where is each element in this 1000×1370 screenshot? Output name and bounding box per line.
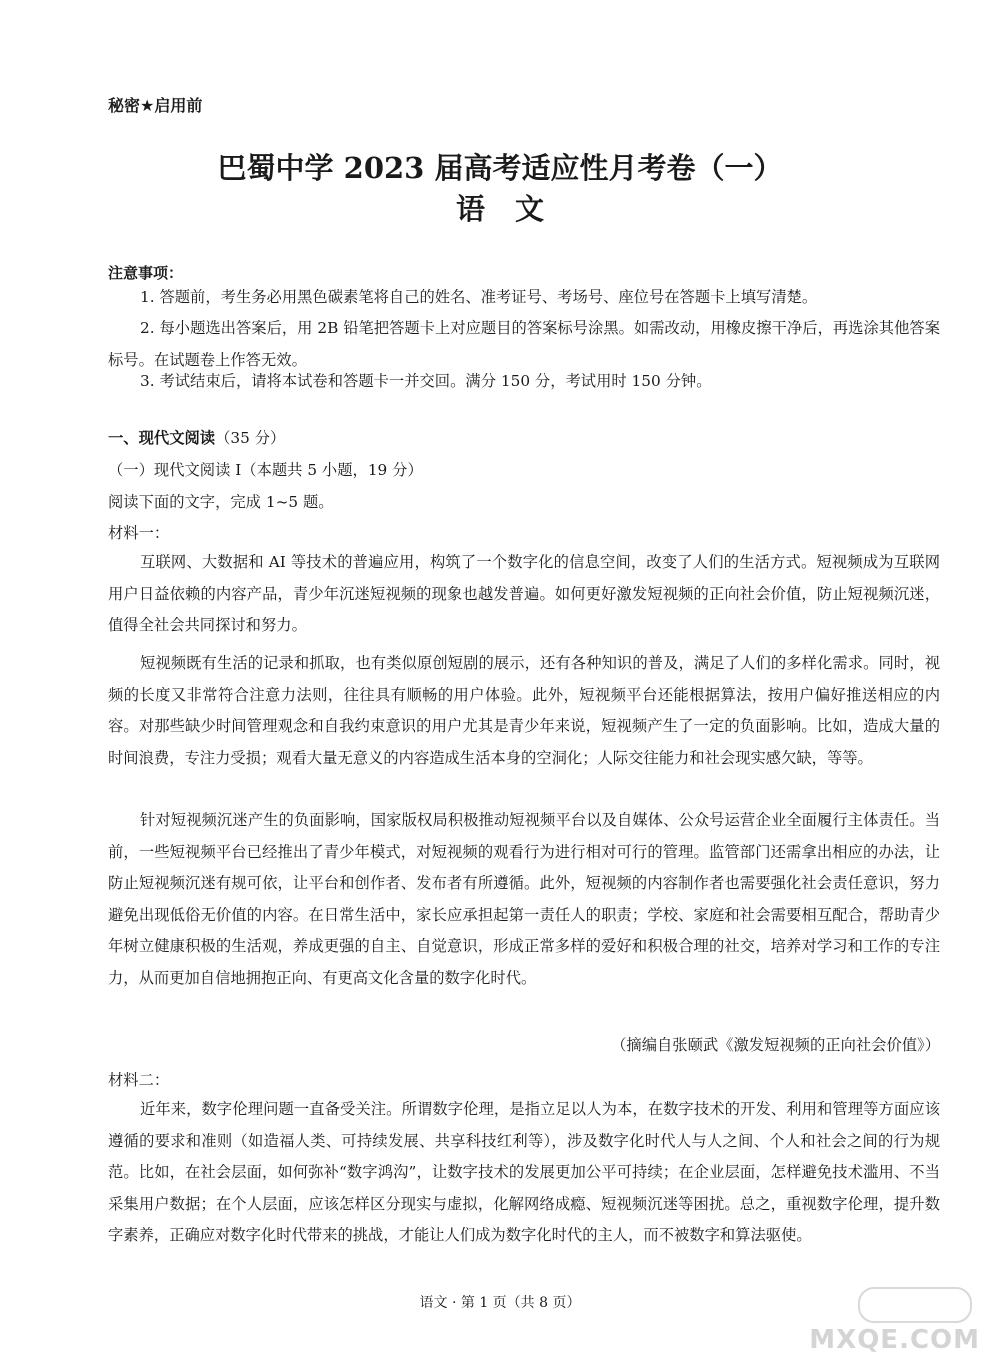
secret-label: 秘密★启用前 <box>108 96 203 115</box>
subject-title: 语文 <box>455 192 574 226</box>
section-heading-text: 一、现代文阅读 <box>108 429 216 447</box>
material-1-source: （摘编自张颐武《激发短视频的正向社会价值》） <box>611 1036 940 1054</box>
section-heading <box>108 426 285 448</box>
material-1-paragraph: 针对短视频沉迷产生的负面影响，国家版权局积极推动短视频平台以及自媒体、公众号运营企业全面履行主体责任。当前，一些短视频平台已经推出了青少年模式，对短视频的观看行为进行相对可行的管理。监管部门还需拿出相应的办法，让防止短视频沉迷有规可依，让平台和创作者、发布者有所遵循。此外，短视频的内容制作者也需要强化社会责任意识，努力避免出现低俗无价值的内容。在日常生活中，家长应承担起第一责任人的职责；学校、家庭和社会需要相互配合，帮助青少年树立健康积极的生活观，养成更强的自主、自觉意识，形成正常多样的爱好和积极合理的社交，培养对学习和工作的专注力，从而更加自信地拥抱正向、有更高文化含量的数字化时代。 <box>108 811 940 987</box>
material-1-paragraph: 短视频既有生活的记录和抓取，也有类似原创短剧的展示，还有各种知识的普及，满足了人们的多样化需求。同时，视频的长度又非常符合注意力法则，往往具有顺畅的用户体验。此外，短视频平台还能根据算法，按用户偏好推送相应的内容。对那些缺少时间管理观念和自我约束意识的用户尤其是青少年来说，短视频产生了一定的负面影响。比如，造成大量的时间浪费，专注力受损；观看大量无意义的内容造成生活本身的空洞化；人际交往能力和社会现实感欠缺，等等。 <box>108 654 940 767</box>
notice-heading: 注意事项： <box>108 264 184 282</box>
notice-item-2: 2. 每小题选出答案后，用 2B 铅笔把答题卡上对应题目的答案标号涂黑。如需改动，用橡皮擦干净后，再选涂其他答案标号。在试题卷上作答无效。 <box>108 319 940 369</box>
watermark <box>809 1285 984 1355</box>
watermark-logo <box>858 1287 972 1323</box>
watermark-text: MXQE.COM <box>809 1325 980 1355</box>
material-1-paragraph: 互联网、大数据和 AI 等技术的普遍应用，构筑了一个数字化的信息空间，改变了人们的生活方式。短视频成为互联网用户日益依赖的内容产品，青少年沉迷短视频的现象也越发普遍。如何更好激发短视频的正向社会价值，防止短视频沉迷，值得全社会共同探讨和努力。 <box>108 553 940 634</box>
page-title: 巴蜀中学 2023 届高考适应性月考卷（一） <box>217 151 783 185</box>
sub-heading: （一）现代文阅读 I（本题共 5 小题，19 分） <box>108 461 423 479</box>
section-heading-score: （35 分） <box>215 429 286 447</box>
material-2-label: 材料二： <box>108 1071 170 1089</box>
material-1-label: 材料一： <box>108 524 170 542</box>
notice-item-1: 1. 答题前，考生务必用黑色碳素笔将自己的姓名、准考证号、考场号、座位号在答题卡上填写清楚。 <box>140 288 818 306</box>
material-2-paragraph: 近年来，数字伦理问题一直备受关注。所谓数字伦理，是指立足以人为本，在数字技术的开发、利用和管理等方面应该遵循的要求和准则（如造福人类、可持续发展、共享科技红利等），涉及数字化时代人与人之间、个人和社会之间的行为规范。比如，在社会层面，如何弥补“数字鸿沟”，让数字技术的发展更加公平可持续；在企业层面，怎样避免技术滥用、不当采集用户数据；在个人层面，应该怎样区分现实与虚拟，化解网络成瘾、短视频沉迷等困扰。总之，重视数字伦理，提升数字素养，正确应对数字化时代带来的挑战，才能让人们成为数字化时代的主人，而不被数字和算法驱使。 <box>108 1100 940 1244</box>
instruction: 阅读下面的文字，完成 1~5 题。 <box>108 493 334 511</box>
notice-item-3: 3. 考试结束后，请将本试卷和答题卡一并交回。满分 150 分，考试用时 150 分钟。 <box>140 372 712 390</box>
page-footer: 语文 · 第 1 页（共 8 页） <box>419 1295 581 1311</box>
